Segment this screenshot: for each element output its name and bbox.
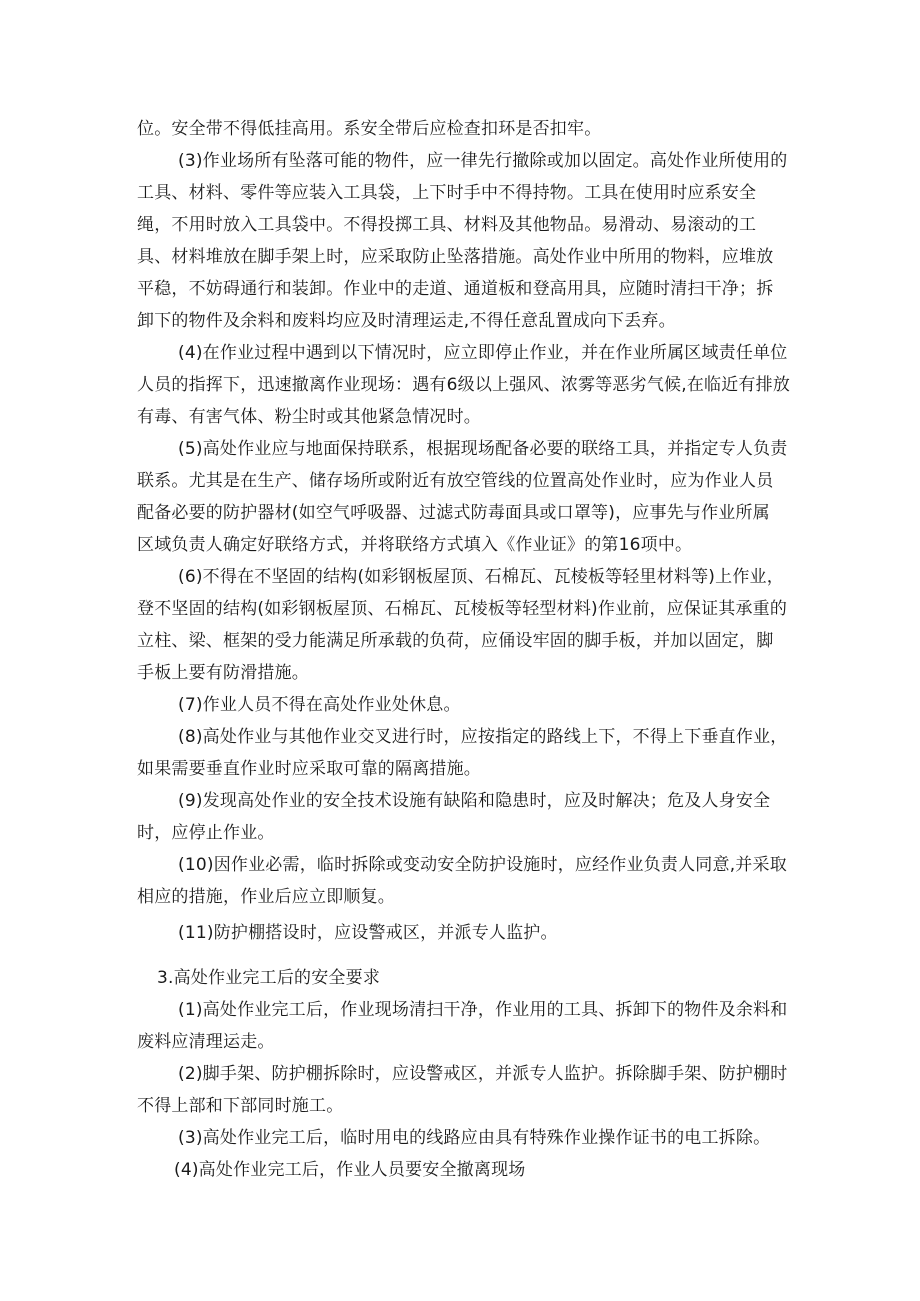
text-line: (4)高处作业完工后，作业人员要安全撤离现场 (174, 1160, 526, 1180)
text-line: 手板上要有防滑措施。 (137, 663, 309, 683)
text-line: 位。安全带不得低挂高用。系安全带后应检查扣环是否扣牢。 (137, 119, 602, 139)
text-line: 绳，不用时放入工具袋中。不得投掷工具、材料及其他物品。易滑动、易滚动的工 (137, 215, 757, 235)
text-line: (9)发现高处作业的安全技术设施有缺陷和隐患时，应及时解决；危及人身安全 (178, 791, 771, 811)
text-line: (2)脚手架、防护棚拆除时，应设警戒区，并派专人监护。拆除脚手架、防护棚时 (178, 1064, 788, 1084)
text-line: 配备必要的防护器材(如空气呼吸器、过滤式防毒面具或口罩等)，应事先与作业所属 (137, 503, 770, 523)
text-line: 联系。尤其是在生产、储存场所或附近有放空管线的位置高处作业时，应为作业人员 (137, 471, 774, 491)
text-line: 人员的指挥下，迅速撤离作业现场：遇有6级以上强风、浓雾等恶劣气候,在临近有排放 (137, 375, 791, 395)
text-line: 立柱、梁、框架的受力能满足所承载的负荷，应俑设牢固的脚手板，并加以固定，脚 (137, 631, 774, 651)
text-line: 时，应停止作业。 (137, 823, 275, 843)
text-line: 有毒、有害气体、粉尘时或其他紧急情况时。 (137, 407, 481, 427)
text-line: (6)不得在不坚固的结构(如彩钢板屋顶、石棉瓦、瓦棱板等轻里材料等)上作业， (178, 567, 784, 587)
text-line: (10)因作业必需，临时拆除或变动安全防护设施时，应经作业负责人同意,并采取 (178, 855, 787, 875)
text-line: (8)高处作业与其他作业交叉进行时，应按指定的路线上下，不得上下垂直作业， (178, 727, 788, 747)
text-line: 相应的措施，作业后应立即顺复。 (137, 887, 395, 907)
text-line: 工具、材料、零件等应装入工具袋，上下时手中不得持物。工具在使用时应系安全 (137, 183, 757, 203)
text-line: (4)在作业过程中遇到以下情况时，应立即停止作业，并在作业所属区域责任单位 (178, 343, 788, 363)
section-heading: 3.高处作业完工后的安全要求 (157, 968, 381, 988)
text-line: 区域负责人确定好联络方式，并将联络方式填入《作业证》的第16项中。 (137, 535, 693, 555)
text-line: 废料应清理运走。 (137, 1032, 275, 1052)
text-line: (3)作业场所有坠落可能的物件，应一律先行撤除或加以固定。高处作业所使用的 (178, 151, 788, 171)
text-line: 登不坚固的结构(如彩钢板屋顶、石棉瓦、瓦棱板等轻型材料)作业前，应保证其承重的 (137, 599, 788, 619)
text-line: (5)高处作业应与地面保持联系，根据现场配备必要的联络工具，并指定专人负责 (178, 439, 788, 459)
text-line: 不得上部和下部同时施工。 (137, 1096, 344, 1116)
text-line: (11)防护棚搭设时，应设警戒区，并派专人监护。 (178, 923, 558, 943)
text-line: (1)高处作业完工后，作业现场清扫干净，作业用的工具、拆卸下的物件及余料和 (178, 1000, 788, 1020)
text-line: 具、材料堆放在脚手架上时，应采取防止坠落措施。高处作业中所用的物料，应堆放 (137, 247, 774, 267)
text-line: 卸下的物件及余料和废料均应及时清理运走,不得任意乱置成向下丢弃。 (137, 311, 676, 331)
text-line: (7)作业人员不得在高处作业处休息。 (178, 695, 461, 715)
text-line: (3)高处作业完工后，临时用电的线路应由具有特殊作业操作证书的电工拆除。 (178, 1128, 771, 1148)
text-line: 如果需要垂直作业时应采取可靠的隔离措施。 (137, 759, 481, 779)
text-line: 平稳，不妨碍通行和装卸。作业中的走道、通道板和登高用具，应随时清扫干净；拆 (137, 279, 774, 299)
